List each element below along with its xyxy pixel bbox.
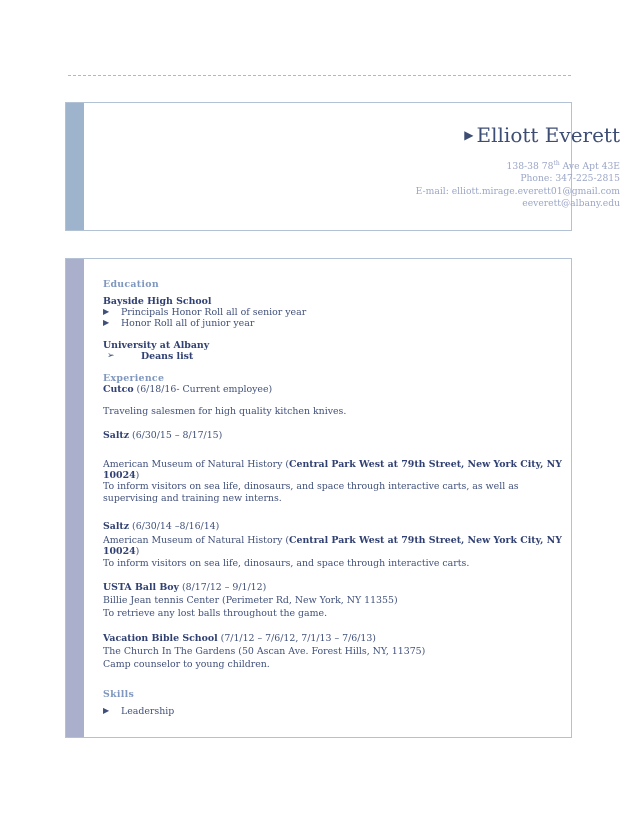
job4-place: Billie Jean tennis Center (Perimeter Rd, New York, NY 11355) <box>103 595 398 606</box>
arrow-check-icon: ➢ <box>107 351 115 361</box>
triangle-bullet-icon: ▶ <box>103 318 110 327</box>
name-text: Elliott Everett <box>476 123 620 147</box>
job4-desc: To retrieve any lost balls throughout the game. <box>103 608 328 619</box>
job2-name: Saltz <box>103 430 130 441</box>
job2-address: Central Park West at 79th Street, New York City, NY <box>289 459 562 470</box>
school1-name: Bayside High School <box>103 296 212 307</box>
address-sup: th <box>553 160 560 167</box>
email-line[interactable]: E-mail: elliott.mirage.everett01@gmail.com <box>415 185 620 197</box>
job4-header <box>103 582 266 593</box>
school1-item-2 <box>103 318 255 329</box>
job4-dates: (8/17/12 – 9/1/12) <box>178 582 267 593</box>
job3-header <box>103 521 219 532</box>
job5-place: The Church In The Gardens (50 Ascan Ave. Forest Hills, NY, 11375) <box>103 646 426 657</box>
triangle-bullet-icon: ▶ <box>464 128 474 142</box>
job2-place-text: American Museum of Natural History ( <box>103 459 290 470</box>
job5-desc: Camp counselor to young children. <box>103 659 270 670</box>
email2-line[interactable]: eeverett@albany.edu <box>522 197 620 209</box>
address-prefix: 138-38 78 <box>506 161 554 173</box>
job2-zip: 10024 <box>103 470 136 481</box>
name-heading <box>464 123 620 147</box>
job3-dates: (6/30/14 –8/16/14) <box>129 521 220 532</box>
job3-desc: To inform visitors on sea life, dinosaurs, and space through interactive carts. <box>103 558 470 569</box>
job3-place-cont <box>103 546 139 557</box>
triangle-bullet-icon: ▶ <box>103 307 110 316</box>
contact-block <box>416 158 620 210</box>
body-accent-bar <box>66 259 84 737</box>
job2-place <box>103 459 562 470</box>
experience-title: Experience <box>103 373 165 384</box>
school2-item-text: Deans list <box>141 351 194 362</box>
school2-name: University at Albany <box>103 340 210 351</box>
job3-zip: 10024 <box>103 546 136 557</box>
job2-dates: (6/30/15 – 8/17/15) <box>129 430 223 441</box>
job5-header <box>103 633 376 644</box>
school1-item-1 <box>103 307 307 318</box>
job2-desc-2: supervising and training new interns. <box>103 493 282 504</box>
job3-close: ) <box>135 546 140 557</box>
address-line <box>416 158 620 173</box>
triangle-bullet-icon: ▶ <box>103 706 110 715</box>
address-suffix: Ave Apt 43E <box>559 161 620 173</box>
skill-item <box>103 706 175 717</box>
job2-desc-1: To inform visitors on sea life, dinosaurs, and space through interactive carts, as well as <box>103 481 519 492</box>
skills-title: Skills <box>103 689 135 700</box>
job1-desc: Traveling salesmen for high quality kitchen knives. <box>103 406 347 417</box>
job2-header <box>103 430 222 441</box>
job1-dates: (6/18/16- Current employee) <box>133 384 273 395</box>
job1-name: Cutco <box>103 384 134 395</box>
job5-dates: (7/1/12 – 7/6/12, 7/1/13 – 7/6/13) <box>217 633 376 644</box>
job1-header <box>103 384 272 395</box>
education-title: Education <box>103 279 159 290</box>
phone-line: Phone: 347-225-2815 <box>520 173 620 185</box>
job3-address: Central Park West at 79th Street, New York City, NY <box>289 535 562 546</box>
school2-item <box>103 351 194 362</box>
job3-name: Saltz <box>103 521 130 532</box>
job5-name: Vacation Bible School <box>103 633 218 644</box>
job3-place <box>103 535 562 546</box>
header-accent-bar <box>66 103 84 230</box>
job3-place-text: American Museum of Natural History ( <box>103 535 290 546</box>
top-divider <box>68 75 571 76</box>
skill-item-text: Leadership <box>121 706 175 717</box>
job2-close: ) <box>135 470 140 481</box>
job4-name: USTA Ball Boy <box>103 582 179 593</box>
job2-place-cont <box>103 470 139 481</box>
school1-item-1-text: Principals Honor Roll all of senior year <box>121 307 307 318</box>
school1-item-2-text: Honor Roll all of junior year <box>121 318 255 329</box>
